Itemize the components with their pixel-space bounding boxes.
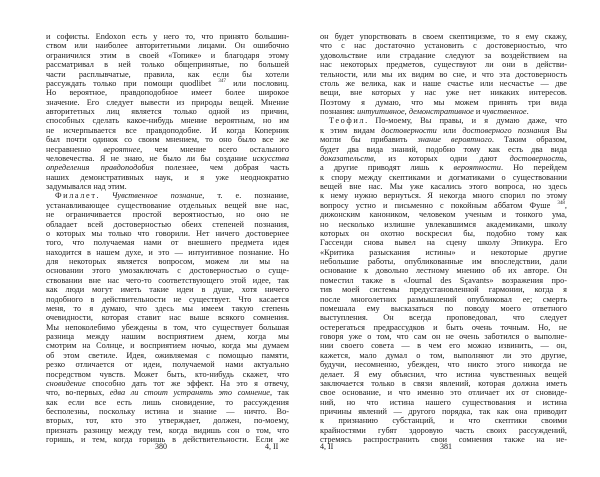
text-line <box>320 416 567 425</box>
text-line <box>46 116 289 125</box>
text-run: дижонским каноником, человеком ученым и тонкого ума, <box>320 210 567 220</box>
italic-text: Чувственное познание <box>111 191 203 201</box>
text-run: основание к довольно лестному мнению об их авторе. Он <box>320 266 567 276</box>
text-line <box>46 398 289 407</box>
text-line <box>46 135 289 144</box>
text-run: не исчерпывается все правдоподобие. И когда Коперник <box>46 125 289 135</box>
text-line <box>320 351 567 360</box>
text-run: которых он охотно воскресил бы, подобно тому как <box>320 228 567 238</box>
text-run: значение. Его следует вывести из природы вещей. Мнение <box>46 97 289 107</box>
text-run: нии своего совета — в чем его можно извинить, — он, <box>320 341 567 351</box>
text-line <box>320 154 567 163</box>
text-run: к этим видам <box>320 125 382 135</box>
text-run: об этом светиле. Идея, оживляемая с помощью памяти, <box>46 350 289 360</box>
text-run: к признанию субстанций, и что скептики своими <box>320 416 567 426</box>
text-run: бесполезны, поскольку истина и знание — ничто. Во- <box>46 407 289 416</box>
text-line <box>46 182 289 191</box>
text-run: . По-моему, Вы правы, и я думаю даже, что <box>365 116 567 126</box>
text-line <box>320 116 567 125</box>
text-run: поместил также в «Journal des Sçavants» возражения про- <box>320 275 567 285</box>
text-run: он будет упорствовать в своем скептицизме, то я ему скажу, <box>320 32 567 41</box>
text-run: посредством чувств. Может быть, кто-нибудь скажет, что <box>46 369 289 379</box>
text-line <box>46 313 289 322</box>
text-run: как люди могут иметь такие идеи в душе, хотя ничего <box>46 285 289 295</box>
text-run: несравненно <box>46 144 104 154</box>
text-line <box>320 248 567 257</box>
text-line <box>320 360 567 369</box>
signature-left: 4, II <box>265 442 279 451</box>
italic-text: достоверность <box>509 153 565 163</box>
text-run: Гассенди снова вывел на сцену школу Эпикура. Его <box>320 238 567 248</box>
text-run: как если все есть лишь сновидение, то рассуждения <box>46 397 289 407</box>
text-run: остерегаться предрассудков и быть очень точным. Но, не <box>320 322 567 332</box>
text-run: , чем мнение всего остального <box>140 144 289 154</box>
right-page-text <box>320 32 567 445</box>
text-run: , т. е. познание, <box>202 191 289 201</box>
text-run: наших демонстративных наук, и я уже неоднократно <box>46 172 289 182</box>
text-run: удовольствие или страдание следуют за воздействием на <box>320 50 567 60</box>
text-line <box>46 360 289 369</box>
text-run: небольшие работы, опубликованные им впоследствии, дали <box>320 257 567 266</box>
text-run: задумывался над этим. <box>46 182 127 191</box>
text-line <box>46 370 289 379</box>
text-run: , так <box>269 388 290 398</box>
text-line <box>320 407 567 416</box>
text-line <box>320 126 567 135</box>
text-run: Вы <box>549 125 568 135</box>
text-run: способно дать тот же эффект. На это я отвечу, <box>85 378 289 388</box>
text-line <box>46 98 289 107</box>
text-run: не ограничивается простой вероятностью, но оно не <box>46 210 289 220</box>
text-run: ограничился этим в своей «Топике» и благодаря этому <box>46 50 289 60</box>
text-run: а другие приводят лишь к <box>320 163 454 173</box>
text-line <box>320 41 567 50</box>
text-line <box>46 276 289 285</box>
text-line <box>46 126 289 135</box>
text-line <box>320 276 567 285</box>
italic-text: чувственное <box>482 107 527 116</box>
text-line <box>320 257 567 266</box>
text-run: Но вероятное, правдоподобное имеет более широкое <box>46 88 289 98</box>
text-line <box>320 370 567 379</box>
text-run: подобного в действительности не существует. Что касается <box>46 294 289 304</box>
text-run: , из которых одни дают <box>373 153 510 163</box>
italic-text: интуитивное <box>357 107 405 116</box>
text-run: что с нас достаточно установить с достоверностью, что <box>320 41 567 51</box>
text-line <box>46 426 289 435</box>
text-run: , <box>404 107 409 116</box>
text-run: разница между нашим восприятием днем, когда мы <box>46 332 289 341</box>
text-line <box>320 210 567 219</box>
text-line <box>46 51 289 60</box>
text-run: для некоторых является вопросом, можем ли мы на <box>46 257 289 266</box>
text-line <box>320 191 567 200</box>
text-run: свое основание, и что именно это отличает их от сновиде- <box>320 388 567 398</box>
text-line <box>320 323 567 332</box>
page-number-right: 381 <box>440 442 452 451</box>
text-run: , <box>564 200 567 210</box>
text-line <box>46 257 289 266</box>
text-run: горишь, и тем, когда горишь в действительности. Если же <box>46 435 289 445</box>
text-line <box>320 266 567 275</box>
text-run: . Таким образом, <box>491 135 567 145</box>
text-run: смотрим на Солнце, и восприятием ночью, когда мы думаем <box>46 341 289 351</box>
text-line <box>46 304 289 313</box>
text-line <box>46 323 289 332</box>
text-run: . <box>96 191 112 201</box>
text-run: тив моей системы предустановленной гармонии, когда я <box>320 285 567 295</box>
text-run: человечества. Я не знаю, не было ли бы создание <box>46 153 253 163</box>
text-run: познания: <box>320 107 358 116</box>
text-line <box>320 32 567 41</box>
text-run: будучи, несомненно, убежден, что никто этого никогда не <box>320 360 567 370</box>
text-run: вещей вне нас. Мы уже касались этого вопроса, но здесь <box>320 182 567 191</box>
text-line <box>46 70 289 79</box>
text-line <box>46 416 289 425</box>
italic-text: демонстративное <box>408 107 474 116</box>
text-line <box>320 313 567 322</box>
text-run: полезнее, чем добрая часть <box>153 163 289 173</box>
text-line <box>320 229 567 238</box>
italic-text: сновидение <box>46 378 86 388</box>
text-line <box>46 163 289 172</box>
text-line <box>46 238 289 247</box>
text-run: «Критика разыскания истины» и некоторые другие <box>320 247 567 257</box>
text-run: будет два вида знаний, подобно тому как есть два вида <box>320 144 567 154</box>
text-line <box>320 60 567 69</box>
text-line <box>46 88 289 97</box>
text-line <box>320 304 567 313</box>
text-line <box>320 107 567 116</box>
text-run: вторых, тот, кто это утверждает, должен, по-моему, <box>46 416 289 426</box>
text-line <box>46 379 289 388</box>
text-run: . <box>526 107 529 116</box>
text-line <box>320 238 567 247</box>
text-line <box>320 163 567 172</box>
footnote-ref: 347 <box>218 78 226 84</box>
text-run: говоря уже о том, что сам он не очень заботился о выполне- <box>320 332 567 341</box>
italic-text: вероятнее <box>103 144 141 154</box>
text-run: Мы непоколебимо убеждены в том, что существует большая <box>46 322 289 332</box>
text-line <box>320 98 567 107</box>
text-line <box>46 201 289 210</box>
text-run: о которых мы только что говорили. Нет ничего достовернее <box>46 228 289 238</box>
italic-text: определения правдоподобия <box>46 163 154 173</box>
text-run: ством или наиболее авторитетными лицами. Он ошибочно <box>46 41 289 51</box>
text-line <box>320 79 567 88</box>
text-run: ствовании вне нас чего-то соответствующего этой идее, так <box>46 275 289 285</box>
text-line <box>320 182 567 191</box>
text-line <box>46 435 289 444</box>
text-run: могли бы прибавить <box>320 135 418 145</box>
text-line <box>46 107 289 116</box>
text-run: или <box>436 125 463 135</box>
left-page-text <box>46 32 289 445</box>
text-line <box>46 341 289 350</box>
page-number-left: 380 <box>155 442 167 451</box>
text-run: того, что получаемая нами от внешнего предмета идея <box>46 238 289 248</box>
text-run: нас некоторых предметов, существуют ли они в действи- <box>320 60 567 70</box>
italic-text: едва ли стоит устранять это сомнение <box>109 388 270 398</box>
text-line <box>46 407 289 416</box>
text-run: кажется, мало думал о том, выполняют ли это другие, <box>320 350 567 360</box>
text-line <box>46 388 289 397</box>
text-run: помешала ему высказаться по поводу моего ответного <box>320 303 567 313</box>
text-run: Поэтому я думаю, что мы можем принять три вида <box>320 97 567 107</box>
text-line <box>320 220 567 229</box>
text-run: части расплывчатые, правила, как если бы хотели <box>46 69 289 79</box>
text-run: авторитетных лиц является только одной из причин, <box>46 107 289 116</box>
text-run: выступления. Он всегда проповедовал, что следует <box>320 313 567 323</box>
text-line <box>46 210 289 219</box>
text-line <box>46 32 289 41</box>
italic-text: доказательств <box>320 153 374 163</box>
text-line <box>320 145 567 154</box>
text-run: рассматривал в ней только общепринятые, по большей <box>46 60 289 70</box>
text-line <box>46 220 289 229</box>
text-line <box>320 285 567 294</box>
italic-text: достоверного познания <box>462 125 550 135</box>
text-line <box>46 191 289 200</box>
text-run: находится в нашем духе, и это — интуитивное познание. Но <box>46 247 289 257</box>
text-line <box>320 398 567 407</box>
text-line <box>320 70 567 79</box>
text-line <box>320 51 567 60</box>
text-line <box>46 173 289 182</box>
signature-right: 4, II <box>320 442 334 451</box>
text-line <box>320 426 567 435</box>
italic-text: вероятности <box>453 163 501 173</box>
text-line <box>46 332 289 341</box>
speaker-name: Теофил <box>329 116 366 126</box>
text-run: меня, то я думаю, что здесь мы имеем такую степень <box>46 303 289 313</box>
text-line <box>46 285 289 294</box>
text-line <box>46 60 289 69</box>
text-run: столь же велика, как и наше счастье или несчастье — две <box>320 78 567 88</box>
text-run: , <box>564 153 567 163</box>
text-run: но несколько излишне увлекавшимся академиками, школу <box>320 219 567 229</box>
text-line <box>46 248 289 257</box>
text-run: к спору между скептиками и догматиками о существовании <box>320 172 567 182</box>
text-line <box>320 295 567 304</box>
text-line <box>320 135 567 144</box>
text-line <box>46 145 289 154</box>
text-run: тельности, или мы их видим во сне, и что эта достоверность <box>320 69 567 79</box>
text-run: крайностями губят здоровую часть своих рассуждений, <box>320 425 567 435</box>
text-line <box>46 351 289 360</box>
italic-text: искусства <box>252 153 289 163</box>
speaker-name: Филалет <box>55 191 97 201</box>
text-run: устанавливающее существование отдельных вещей вне нас, <box>46 200 289 210</box>
text-run: был почти одинок со своим мнением, то оно было все же <box>46 135 289 145</box>
text-run: стремясь распространить свои сомнения также на не- <box>320 435 567 445</box>
text-run: вещи, вне которых у нас уже нет никаких интересов. <box>320 88 567 98</box>
footnote-ref: 348 <box>557 200 565 206</box>
text-run: и софисты. Endoxon есть у него то, что принято большин- <box>46 32 289 41</box>
italic-text: знание вероятного <box>417 135 492 145</box>
text-run: . Но перейдем <box>500 163 567 173</box>
text-line <box>46 154 289 163</box>
text-line <box>320 379 567 388</box>
text-line <box>46 229 289 238</box>
text-line <box>46 79 289 88</box>
text-run: причины явлений — другого порядка, так как она приводит <box>320 407 567 416</box>
text-line <box>320 332 567 341</box>
text-run: резко отличается от идеи, получаемой нами актуально <box>46 360 289 370</box>
text-line <box>320 173 567 182</box>
text-line <box>320 201 567 210</box>
text-line <box>46 266 289 275</box>
text-run: после многолетних размышлений опубликовал ее; смерть <box>320 294 567 304</box>
text-line <box>320 388 567 397</box>
text-run: заключается только в связи явлений, которая должна иметь <box>320 378 567 388</box>
text-run: признать разницу между тем, когда видишь сон о том, что <box>46 425 289 435</box>
text-line <box>320 88 567 97</box>
text-run: к нему нужно вернуться. Я некогда много спорил по этому <box>320 191 567 201</box>
text-run: вопросу устно и письменно с покойным аббатом Фуше <box>320 200 558 210</box>
text-line <box>320 341 567 350</box>
text-line <box>46 295 289 304</box>
text-run: рассуждать только при помощи quodlibet <box>46 78 219 88</box>
italic-text: достоверности <box>381 125 437 135</box>
text-run: обладает всей достоверностью обеих степеней познания, <box>46 219 289 229</box>
text-run: и <box>473 107 483 116</box>
text-line <box>46 41 289 50</box>
text-run: основании этого умозаключать с достоверностью о суще- <box>46 266 289 276</box>
text-run: способных сделать какое-нибудь мнение вероятным, но им <box>46 116 289 126</box>
text-run: делает. Я ему объяснил, что истина чувственных вещей <box>320 369 567 379</box>
text-run: ний, но что истина нашего существования и истина <box>320 397 567 407</box>
text-run: или пословиц. <box>225 78 289 88</box>
text-run: что, во-первых, <box>46 388 110 398</box>
text-run: очевидности, которая ставит нас выше всякого сомнения. <box>46 313 289 323</box>
